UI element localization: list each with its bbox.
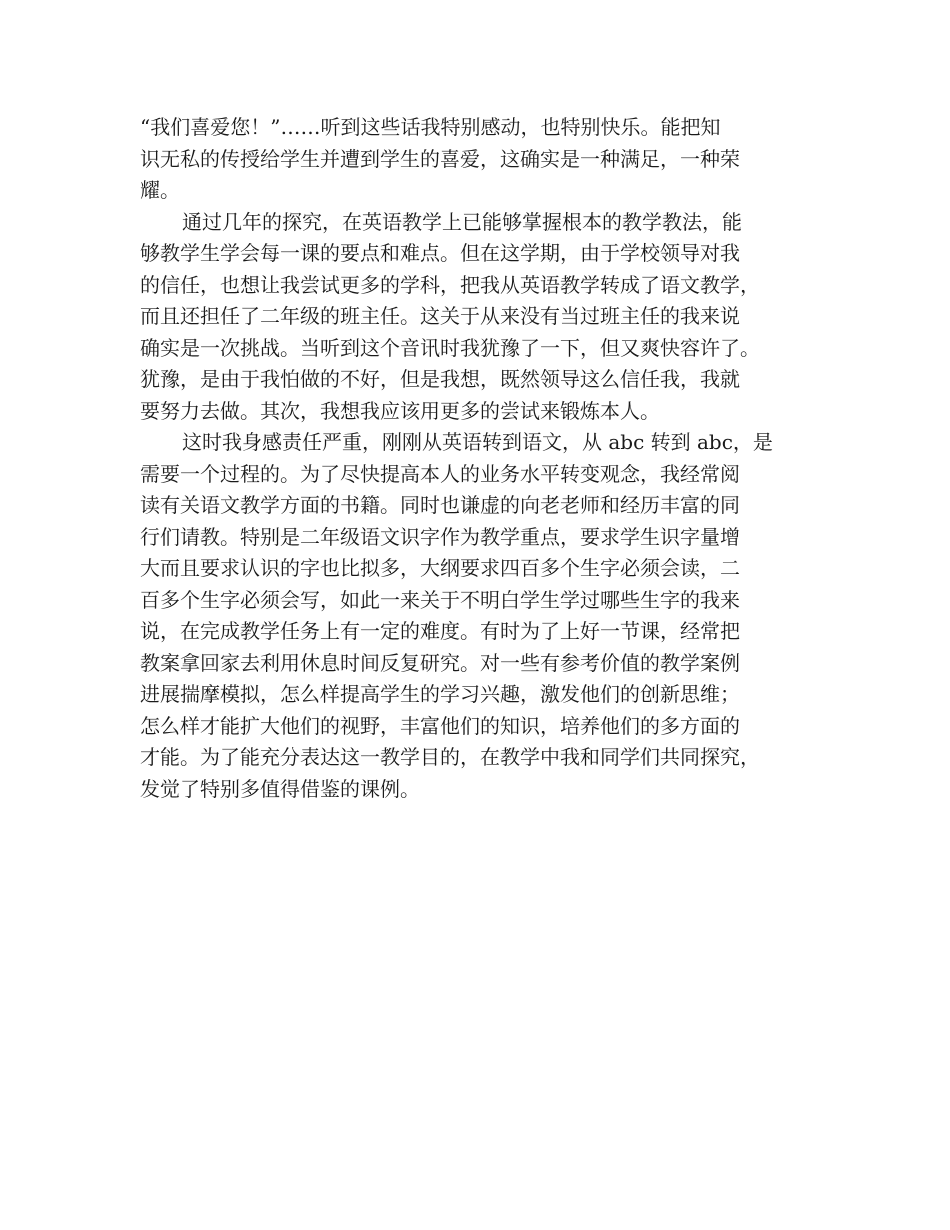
text-line: 怎么样才能扩大他们的视野，丰富他们的知识，培养他们的多方面的 (140, 713, 740, 738)
text-line: 通过几年的探究，在英语教学上已能够掌握根本的教学教法，能 (182, 209, 742, 234)
text-line: 犹豫，是由于我怕做的不好，但是我想，既然领导这么信任我，我就 (140, 367, 740, 391)
document-body (140, 112, 820, 805)
text-line: 大而且要求认识的字也比拟多，大纲要求四百多个生字必须会读，二 (140, 556, 740, 580)
text-line: 够教学生学会每一课的要点和难点。但在这学期，由于学校领导对我 (140, 241, 740, 265)
text-line: 而且还担任了二年级的班主任。这关于从来没有当过班主任的我来说 (140, 304, 740, 328)
paragraph-1 (140, 112, 820, 207)
text-line: 进展揣摩模拟，怎么样提高学生的学习兴趣，激发他们的创新思维； (140, 682, 740, 706)
paragraph-2 (140, 207, 820, 428)
text-line: 教案拿回家去利用休息时间反复研究。对一些有参考价值的教学案例 (140, 650, 740, 675)
text-line: 发觉了特别多值得借鉴的课例。 (140, 776, 420, 801)
text-line: 行们请教。特别是二年级语文识字作为教学重点，要求学生识字量增 (140, 524, 740, 549)
text-line: 的信任，也想让我尝试更多的学科，把我从英语教学转成了语文教学， (140, 272, 760, 297)
text-line: 识无私的传授给学生并遭到学生的喜爱，这确实是一种满足，一种荣 (140, 146, 740, 171)
text-line: 才能。为了能充分表达这一教学目的，在教学中我和同学们共同探究， (140, 745, 760, 769)
text-line: 确实是一次挑战。当听到这个音讯时我犹豫了一下，但又爽快容许了。 (140, 335, 760, 360)
text-line: 说，在完成教学任务上有一定的难度。有时为了上好一节课，经常把 (140, 619, 740, 643)
paragraph-3 (140, 427, 820, 805)
text-line: “我们喜爱您！”……听到这些话我特别感动，也特别快乐。能把知 (140, 115, 721, 139)
text-line: 需要一个过程的。为了尽快提高本人的业务水平转变观念，我经常阅 (140, 461, 740, 486)
text-line: 要努力去做。其次，我想我应该用更多的尝试来锻炼本人。 (140, 398, 660, 423)
text-line: 这时我身感责任严重，刚刚从英语转到语文，从 abc 转到 abc，是 (182, 430, 773, 454)
text-line: 耀。 (140, 178, 180, 202)
text-line: 读有关语文教学方面的书籍。同时也谦虚的向老老师和经历丰富的同 (140, 493, 740, 517)
text-line: 百多个生字必须会写，如此一来关于不明白学生学过哪些生字的我来 (140, 587, 740, 612)
